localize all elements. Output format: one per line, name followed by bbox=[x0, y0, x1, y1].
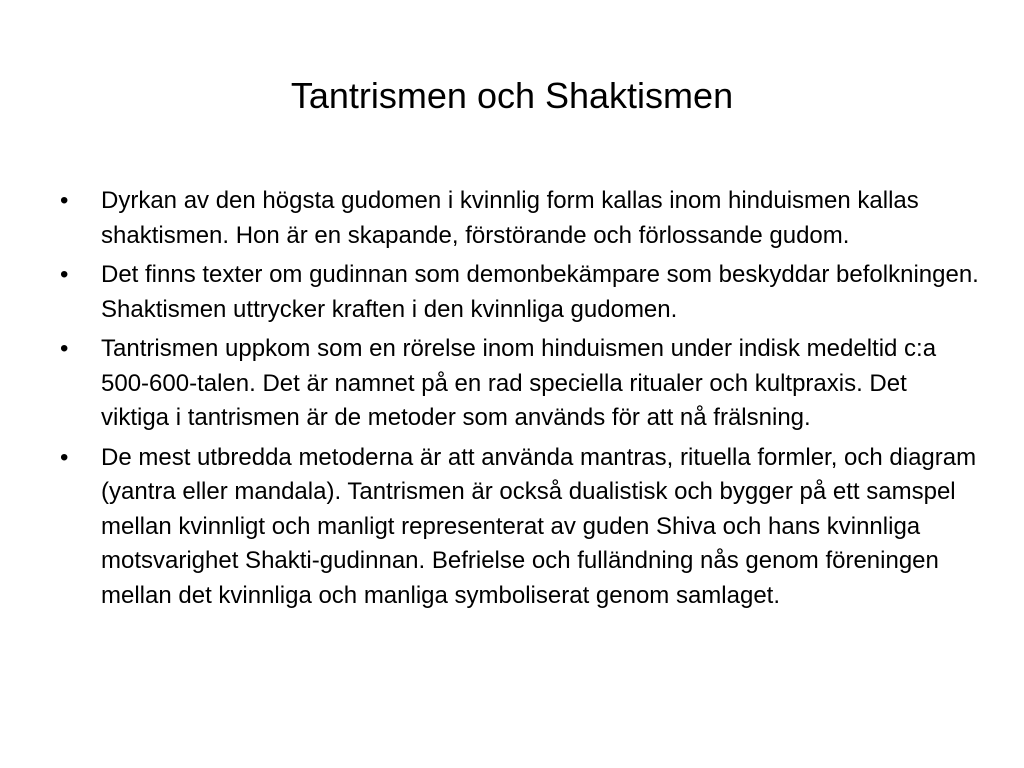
bullet-dot-icon: • bbox=[60, 443, 69, 471]
bullet-text: Dyrkan av den högsta gudomen i kvinnlig form kallas inom hinduismen kallas shaktismen. Hon är en skapande, förstörande och förlossande gudom. bbox=[101, 187, 919, 249]
bullet-dot-icon: • bbox=[60, 187, 69, 214]
bullet-item bbox=[60, 184, 980, 253]
bullet-item bbox=[60, 441, 980, 614]
bullet-dot-icon: • bbox=[60, 261, 69, 288]
bullet-dot-icon: • bbox=[60, 335, 69, 362]
bullet-item bbox=[60, 332, 980, 436]
slide-title: Tantrismen och Shaktismen bbox=[290, 75, 734, 116]
bullet-text: Det finns texter om gudinnan som demonbekämpare som beskyddar befolkningen. Shaktismen uttrycker kraften i den kvinnliga gudomen. bbox=[101, 261, 979, 323]
bullet-list bbox=[60, 184, 980, 618]
bullet-item bbox=[60, 258, 980, 327]
bullet-text: Tantrismen uppkom som en rörelse inom hinduismen under indisk medeltid c:a 500-600-talen. Det är namnet på en rad speciella ritualer och kultpraxis. Det viktiga i tantrismen är de metoder som används för att nå frälsning. bbox=[101, 335, 937, 431]
bullet-text: De mest utbredda metoderna är att använda mantras, rituella formler, och diagram (yantra eller mandala). Tantrismen är också dualistisk och bygger på ett samspel mellan kvinnligt och manligt representerat av guden Shiva och hans kvinnliga motsvarighet Shakti-gudinnan. Befrielse och fulländning nås genom föreningen mellan det kvinnliga och manliga symboliserat genom samlaget. bbox=[101, 443, 977, 609]
